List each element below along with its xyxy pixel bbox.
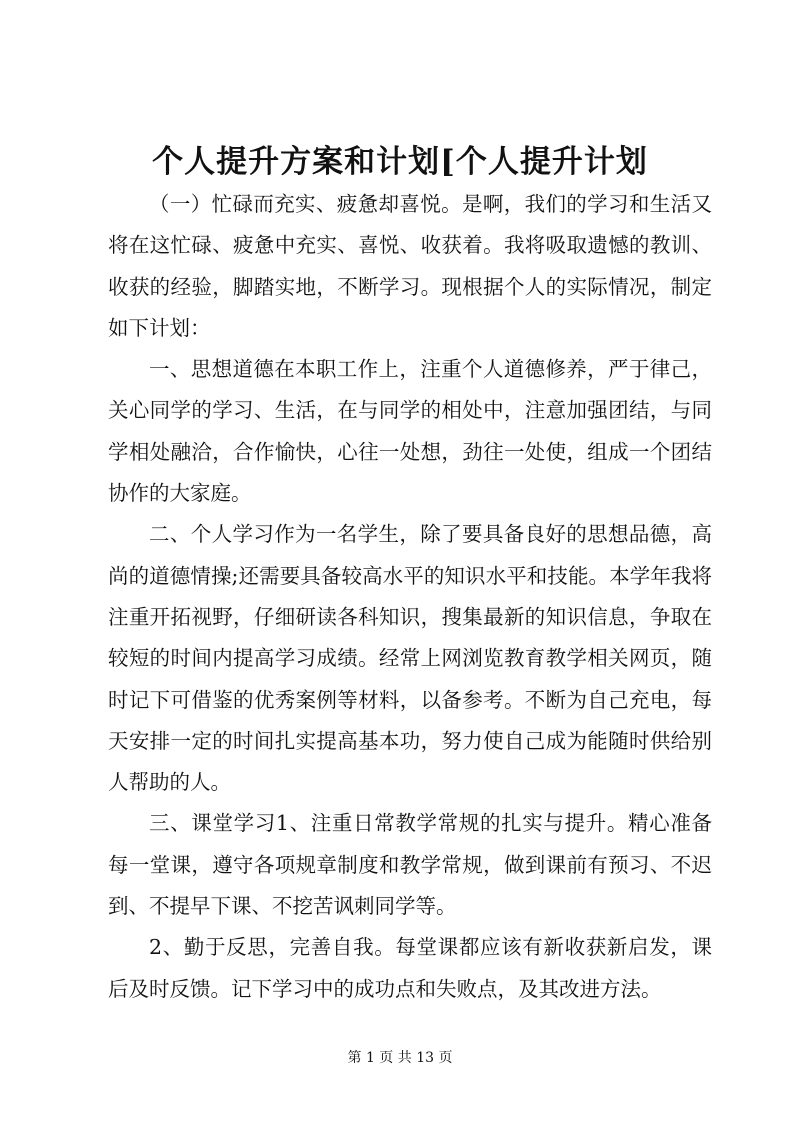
paragraph-intro: （一）忙碌而充实、疲惫却喜悦。是啊，我们的学习和生活又将在这忙碌、疲惫中充实、喜悦、收获着。我将吸取遗憾的教训、收获的经验，脚踏实地，不断学习。现根据个人的实际情况，制定如下计划： <box>108 192 712 340</box>
document-title: 个人提升方案和计划[个人提升计划 <box>152 144 648 180</box>
paragraph-classroom: 三、课堂学习1、注重日常教学常规的扎实与提升。精心准备每一堂课，遵守各项规章制度和教学常规，做到课前有预习、不迟到、不提早下课、不挖苦讽刺同学等。 <box>108 811 712 919</box>
paragraph-moral: 一、思想道德在本职工作上，注重个人道德修养，严于律己，关心同学的学习、生活，在与同学的相处中，注意加强团结，与同学相处融洽，合作愉快，心往一处想，劲往一处使，组成一个团结协作的大家庭。 <box>108 357 712 506</box>
page-number-footer: 第 1 页 共 13 页 <box>347 1050 453 1066</box>
paragraph-reflection: 2、勤于反思，完善自我。每堂课都应该有新收获新启发，课后及时反馈。记下学习中的成功点和失败点，及其改进方法。 <box>108 935 712 1001</box>
paragraph-study: 二、个人学习作为一名学生，除了要具备良好的思想品德，高尚的道德情操;还需要具备较高水平的知识水平和技能。本学年我将注重开拓视野，仔细研读各科知识，搜集最新的知识信息，争取在较短的时间内提高学习成绩。经常上网浏览教育教学相关网页，随时记下可借鉴的优秀案例等材料，以备参考。不断为自己充电，每天安排一定的时间扎实提高基本功，努力使自己成为能随时供给别人帮助的人。 <box>108 522 712 795</box>
document-body <box>108 184 712 1010</box>
